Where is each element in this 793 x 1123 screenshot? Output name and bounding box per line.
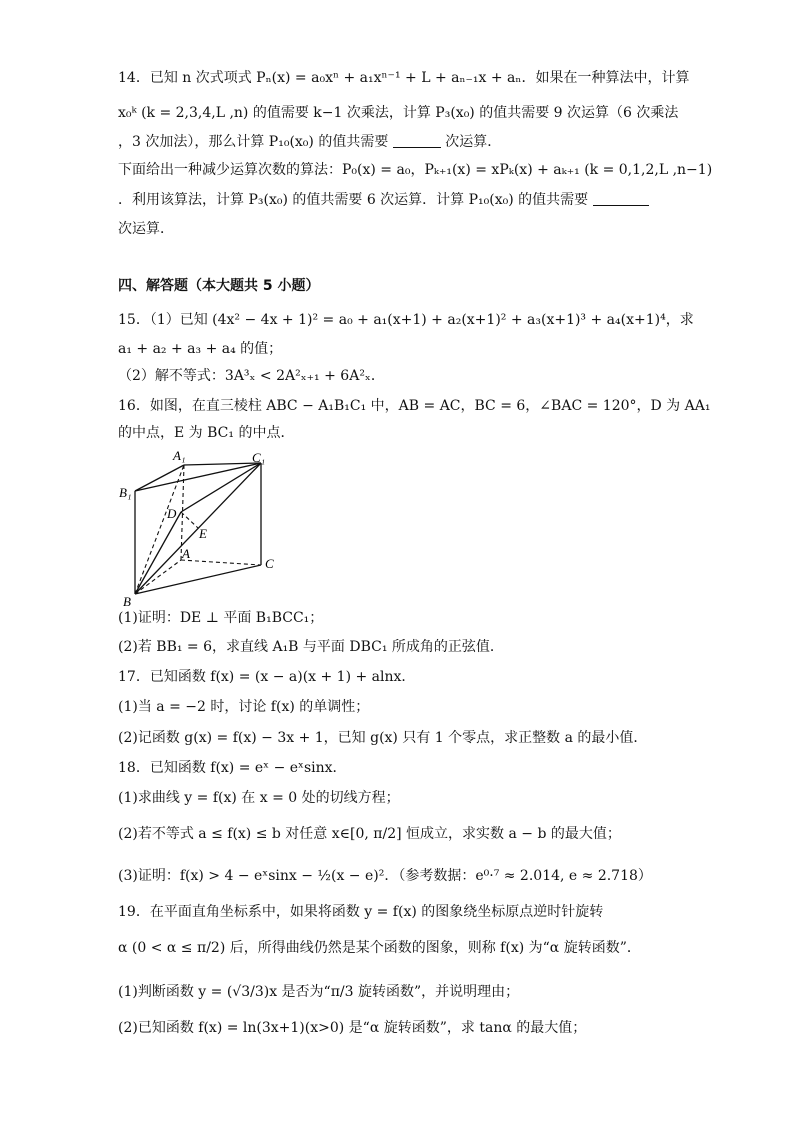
q14-line6: 次运算． (118, 221, 174, 237)
q14-line5-text: ．利用该算法，计算 P₃(x₀) 的值共需要 6 次运算．计算 P₁₀(x₀) 的值共需要 (118, 192, 589, 208)
q19-line1: 19．在平面直角坐标系中，如果将函数 y = f(x) 的图象绕坐标原点逆时针旋转 (118, 904, 604, 920)
q16-part1: (1)证明：DE ⊥ 平面 B₁BCC₁； (118, 610, 324, 626)
edge-b1a1 (135, 465, 184, 491)
edge-a1c1 (184, 463, 261, 465)
prism-figure (115, 448, 295, 608)
q17-line1: 17．已知函数 f(x) = (x − a)(x + 1) + alnx． (118, 669, 416, 685)
q14-line1: 14．已知 n 次式项式 Pₙ(x) = a₀xⁿ + a₁xⁿ⁻¹ + L + aₙ₋₁x + aₙ．如果在一种算法中，计算 (118, 70, 690, 86)
q15-line2: a₁ + a₂ + a₃ + a₄ 的值； (118, 341, 283, 357)
label-b1: B₁ (119, 485, 132, 500)
q14-answer-blank-2[interactable] (593, 191, 649, 206)
q17-part2: (2)记函数 g(x) = f(x) − 3x + 1，已知 g(x) 只有 1 个零点，求正整数 a 的最小值． (118, 730, 648, 746)
q18-part2: (2)若不等式 a ≤ f(x) ≤ b 对任意 x∈[0, π/2] 恒成立，求实数 a − b 的最大值； (118, 826, 621, 842)
q18-line1: 18．已知函数 f(x) = eˣ − eˣsinx． (118, 760, 347, 776)
q16-line2: 的中点，E 为 BC₁ 的中点． (118, 425, 295, 441)
q17-part1: (1)当 a = −2 时，讨论 f(x) 的单调性； (118, 699, 370, 715)
label-c: C (265, 556, 274, 571)
label-d: D (167, 506, 177, 521)
segment-a1b (135, 465, 184, 594)
label-c1: C₁ (252, 450, 266, 465)
q14-line3-suffix: 次运算． (445, 134, 502, 150)
q14-line3-text: ，3 次加法），那么计算 P₁₀(x₀) 的值共需要 (118, 134, 389, 150)
segment-bc1 (135, 463, 261, 594)
q14-line5 (118, 190, 649, 210)
q14-line2: x₀ᵏ (k = 2,3,4,L ,n) 的值需要 k−1 次乘法，计算 P₃(x₀) 的值共需要 9 次运算（6 次乘法 (118, 105, 679, 121)
label-a: A (182, 546, 190, 561)
q16-line1: 16．如图，在直三棱柱 ABC − A₁B₁C₁ 中，AB = AC，BC = 6，∠BAC = 120°，D 为 AA₁ (118, 398, 711, 414)
section-heading: 四、解答题（本大题共 5 小题） (118, 278, 320, 294)
q18-part3: (3)证明：f(x) > 4 − eˣsinx − ½(x − e)²．（参考数据：e⁰·⁷ ≈ 2.014, e ≈ 2.718） (118, 868, 652, 884)
q14-line3 (118, 132, 501, 152)
q15-line1: 15．（1）已知 (4x² − 4x + 1)² = a₀ + a₁(x+1) + a₂(x+1)² + a₃(x+1)³ + a₄(x+1)⁴，求 (118, 312, 694, 328)
label-e: E (199, 526, 207, 541)
q16-part2: (2)若 BB₁ = 6，求直线 A₁B 与平面 DBC₁ 所成角的正弦值． (118, 639, 504, 655)
edge-b1c1 (135, 463, 261, 491)
q18-part1: (1)求曲线 y = f(x) 在 x = 0 处的切线方程； (118, 790, 400, 806)
q19-part2: (2)已知函数 f(x) = ln(3x+1)(x>0) 是“α 旋转函数”，求 tanα 的最大值； (118, 1020, 587, 1036)
edge-ac (181, 560, 261, 565)
label-a1: A₁ (173, 448, 186, 463)
q19-line2: α (0 < α ≤ π/2) 后，所得曲线仍然是某个函数的图象，则称 f(x) 为“α 旋转函数”． (118, 940, 641, 956)
q14-answer-blank-1[interactable] (393, 133, 441, 148)
q15-line3: （2）解不等式：3A³ₓ < 2A²ₓ₊₁ + 6A²ₓ． (118, 368, 385, 384)
segment-de (181, 512, 198, 528)
label-b: B (123, 594, 131, 608)
q14-line4: 下面给出一种减少运算次数的算法：P₀(x) = a₀，Pₖ₊₁(x) = xPₖ(x) + aₖ₊₁ (k = 0,1,2,L ,n−1) (118, 162, 713, 178)
q19-part1: (1)判断函数 y = (√3/3)x 是否为“π/3 旋转函数”，并说明理由； (118, 984, 520, 1000)
